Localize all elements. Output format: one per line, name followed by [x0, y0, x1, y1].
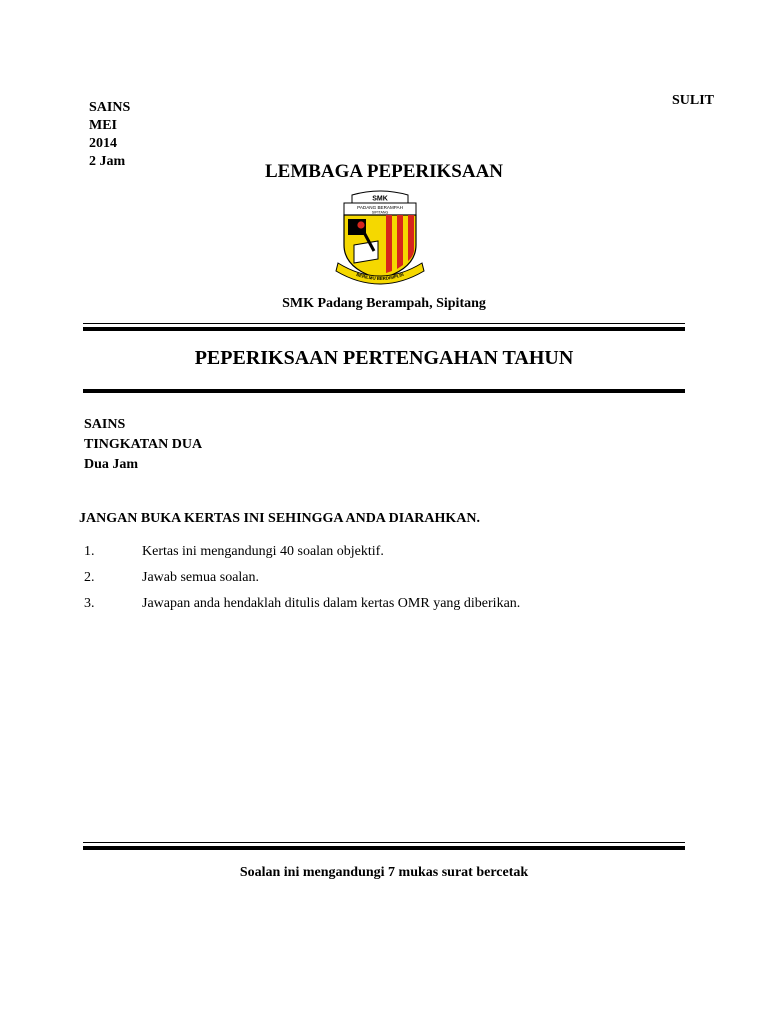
logo-motto-text: BERILMU BERDISIPLIN	[355, 271, 405, 282]
instruction-item	[84, 596, 520, 612]
book-icon	[354, 241, 378, 263]
instruction-text: Jawab semua soalan.	[142, 570, 260, 585]
footer-page-count: Soalan ini mengandungi 7 mukas surat bercetak	[239, 865, 529, 880]
divider-thick-mid	[83, 389, 685, 393]
logo-stripe	[397, 215, 403, 269]
instruction-item	[84, 570, 259, 586]
subject-name: SAINS	[84, 417, 126, 432]
logo-stripe	[386, 215, 392, 273]
meta-subject: SAINS	[89, 100, 131, 115]
warning-text: JANGAN BUKA KERTAS INI SEHINGGA ANDA DIARAHKAN.	[79, 511, 481, 526]
classification-label: SULIT	[672, 93, 715, 108]
torch-flame-icon	[357, 221, 365, 229]
divider-thin-top	[83, 323, 685, 324]
subject-block	[84, 415, 202, 475]
subject-duration: Dua Jam	[84, 457, 139, 472]
logo-top-text: SMK	[372, 195, 388, 203]
logo-stripe	[408, 215, 414, 261]
logo-sub-text: SIPITANG	[371, 210, 389, 215]
meta-month: MEI	[89, 118, 117, 133]
meta-year: 2014	[89, 136, 117, 151]
subject-level: TINGKATAN DUA	[84, 437, 203, 452]
instruction-text: Jawapan anda hendaklah ditulis dalam kertas OMR yang diberikan.	[142, 596, 521, 611]
instruction-number: 3.	[84, 596, 95, 611]
school-crest-logo	[330, 185, 430, 285]
logo-banner-text: PADANG BERAMPAH	[357, 205, 403, 210]
meta-duration: 2 Jam	[89, 154, 126, 169]
divider-thick-bottom	[83, 846, 685, 850]
divider-thick-top	[83, 327, 685, 331]
instruction-item	[84, 544, 384, 560]
divider-thin-bottom	[83, 842, 685, 843]
school-name: SMK Padang Berampah, Sipitang	[282, 296, 486, 311]
instruction-text: Kertas ini mengandungi 40 soalan objektif.	[142, 544, 384, 559]
exam-title: PEPERIKSAAN PERTENGAHAN TAHUN	[194, 347, 574, 369]
instruction-number: 2.	[84, 570, 95, 585]
board-title: LEMBAGA PEPERIKSAAN	[264, 161, 504, 182]
instruction-number: 1.	[84, 544, 95, 559]
